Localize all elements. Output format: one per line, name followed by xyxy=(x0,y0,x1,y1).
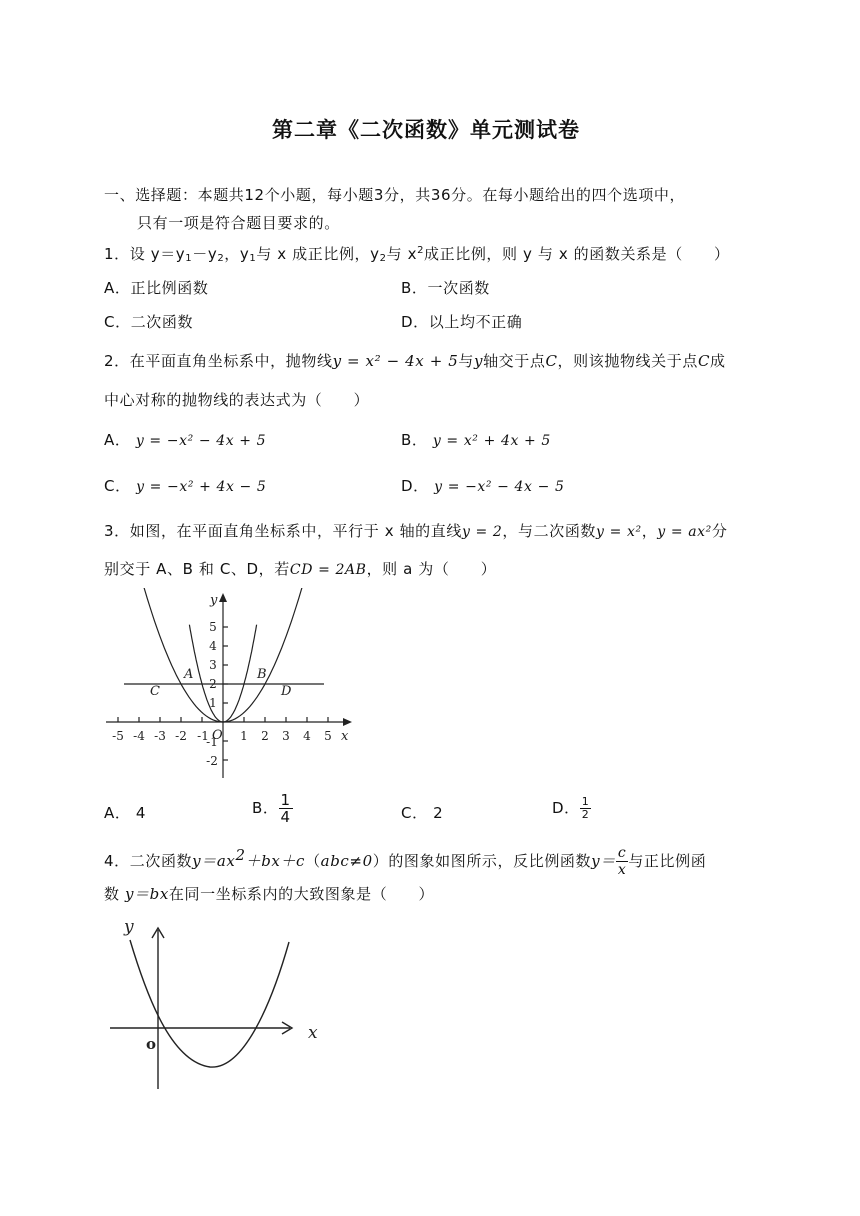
y-tick-label: 2 xyxy=(209,677,217,691)
q3-option-c[interactable]: C． 2 xyxy=(401,804,444,822)
y-tick-label: 4 xyxy=(209,639,217,653)
q3-option-d[interactable]: D． $\frac{1}{2}$ xyxy=(552,795,590,821)
x-axis-arrow xyxy=(343,718,352,726)
q2-option-d[interactable]: D． y = −x² − 4x − 5 xyxy=(401,477,565,495)
y-tick-label: -2 xyxy=(206,754,218,768)
section-heading-line2: 只有一项是符合题目要求的。 xyxy=(137,214,340,232)
question-2-stem: 2．在平面直角坐标系中，抛物线y = x² − 4x + 5与y轴交于点C，则该抛物线关于点C成 xyxy=(104,352,726,370)
q1-text: 设 y＝y xyxy=(129,245,186,263)
q3-option-a[interactable]: A． 4 xyxy=(104,804,146,822)
point-label-b: B xyxy=(257,667,267,682)
page-title: 第二章《二次函数》单元测试卷 xyxy=(272,118,580,142)
point-label-d: D xyxy=(281,684,292,699)
x-tick-label: -4 xyxy=(133,729,145,743)
q1-subscript: 1 xyxy=(249,253,257,264)
y-tick-label: 1 xyxy=(209,696,217,710)
question-4-stem: 4．二次函数$y=ax^2+bx+c(abc\ne 0)$的图象如图所示，反比例函数y＝ $\frac{c}{x}$ 与正比例函 xyxy=(104,845,707,878)
x-tick-label: -2 xyxy=(175,729,187,743)
q1-option-c[interactable]: C．二次函数 xyxy=(104,313,194,331)
question-number: 1． xyxy=(104,245,130,263)
q1-subscript: 2 xyxy=(217,253,225,264)
y-axis-label: y xyxy=(210,593,218,608)
point-label-a: A xyxy=(184,667,194,682)
question-2-stem-line2: 中心对称的抛物线的表达式为（ ） xyxy=(104,391,370,409)
x-tick-label: 4 xyxy=(303,729,311,743)
x-tick-label: 5 xyxy=(324,729,332,743)
q2-option-c[interactable]: C． y = −x² + 4x − 5 xyxy=(104,477,267,495)
q1-option-d[interactable]: D．以上均不正确 xyxy=(401,313,523,331)
origin-label: O xyxy=(212,728,223,743)
x-tick-label: 1 xyxy=(240,729,248,743)
x-tick-label: 2 xyxy=(261,729,269,743)
x-tick-label: -5 xyxy=(112,729,124,743)
q1-text: 成正比例，则 y 与 x 的函数关系是（ ） xyxy=(424,245,730,263)
question-3-stem-line2: 别交于 A、B 和 C、D，若CD = 2AB，则 a 为（ ） xyxy=(104,560,497,578)
question-4-stem-line2: 数 y＝bx在同一坐标系内的大致图象是（ ） xyxy=(104,885,435,903)
q1-subscript: 1 xyxy=(185,253,193,264)
q3-graph xyxy=(100,588,360,783)
section-heading-line1: 一、选择题：本题共12个小题，每小题3分，共36分。在每小题给出的四个选项中， xyxy=(104,186,686,204)
y-tick-label: -1 xyxy=(206,735,218,749)
question-3-stem: 3．如图，在平面直角坐标系中，平行于 x 轴的直线y = 2，与二次函数y = x²，y = ax²分 xyxy=(104,522,728,540)
y-axis-label: y xyxy=(124,917,134,937)
q2-option-a[interactable]: A． y = −x² − 4x + 5 xyxy=(104,431,267,449)
y-tick-label: 3 xyxy=(209,658,217,672)
origin-label: o xyxy=(146,1035,157,1053)
q2-option-b[interactable]: B． y = x² + 4x + 5 xyxy=(401,431,551,449)
point-label-c: C xyxy=(150,684,160,699)
y-tick-label: 5 xyxy=(209,620,217,634)
q1-option-a[interactable]: A．正比例函数 xyxy=(104,279,209,297)
q1-text: 与 x xyxy=(386,245,418,263)
q1-option-b[interactable]: B．一次函数 xyxy=(401,279,490,297)
q3-option-b[interactable]: B． $\frac{1}{4}$ xyxy=(252,791,291,826)
x-axis-label: x xyxy=(308,1023,318,1043)
q1-text: ，y xyxy=(224,245,250,263)
y-tick-marks xyxy=(223,627,228,760)
question-1-stem xyxy=(104,243,730,264)
q1-subscript: 2 xyxy=(379,253,387,264)
q1-superscript: 2 xyxy=(417,245,425,256)
x-tick-label: 3 xyxy=(282,729,290,743)
y-axis-arrow xyxy=(219,593,227,602)
q1-text: －y xyxy=(192,245,218,263)
x-axis-label: x xyxy=(341,729,349,744)
q2-equation: y = x² − 4x + 5 xyxy=(332,352,459,370)
q4-graph xyxy=(104,912,334,1092)
q1-text: 与 x 成正比例，y xyxy=(256,245,380,263)
x-tick-label: -3 xyxy=(154,729,166,743)
x-tick-label: -1 xyxy=(197,729,209,743)
